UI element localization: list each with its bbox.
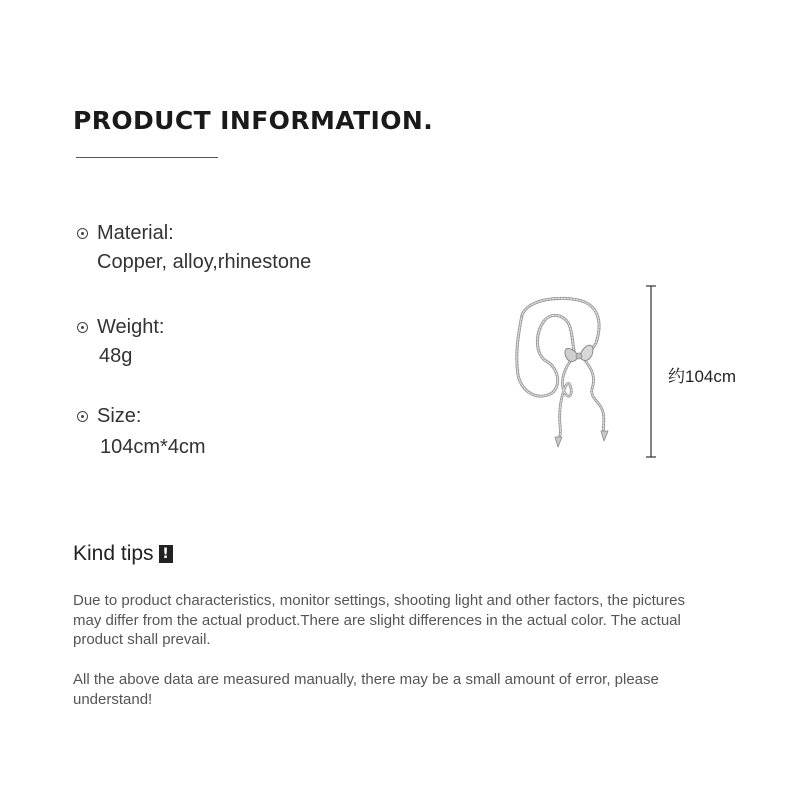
tips-paragraph-1: Due to product characteristics, monitor settings, shooting light and other factors, the pictures may differ from the actual product.There are slight differences in the actual color. The actual product shall prevail. [73,592,685,648]
warning-icon: ! [159,545,173,563]
necklace-image [500,285,780,465]
bullet-icon [77,411,88,422]
dimension-label: 约104cm [668,367,737,386]
spec-material [77,220,437,274]
weight-value: 48g [99,345,133,367]
weight-label: Weight: [97,315,165,338]
tips-paragraph-2: All the above data are measured manually, there may be a small amount of error, please understand! [73,671,659,708]
size-value: 104cm*4cm [100,436,206,458]
size-label: Size: [97,404,142,427]
material-value: Copper, alloy,rhinestone [97,251,312,273]
title-underline [76,157,218,158]
spec-size [77,403,437,459]
kind-tips-title: Kind tips [73,542,154,565]
kind-tips-heading [73,542,173,566]
bullet-icon [77,322,88,333]
bullet-icon [77,228,88,239]
spec-weight [77,314,437,368]
page-title: PRODUCT INFORMATION. [73,106,434,135]
material-label: Material: [97,221,174,244]
